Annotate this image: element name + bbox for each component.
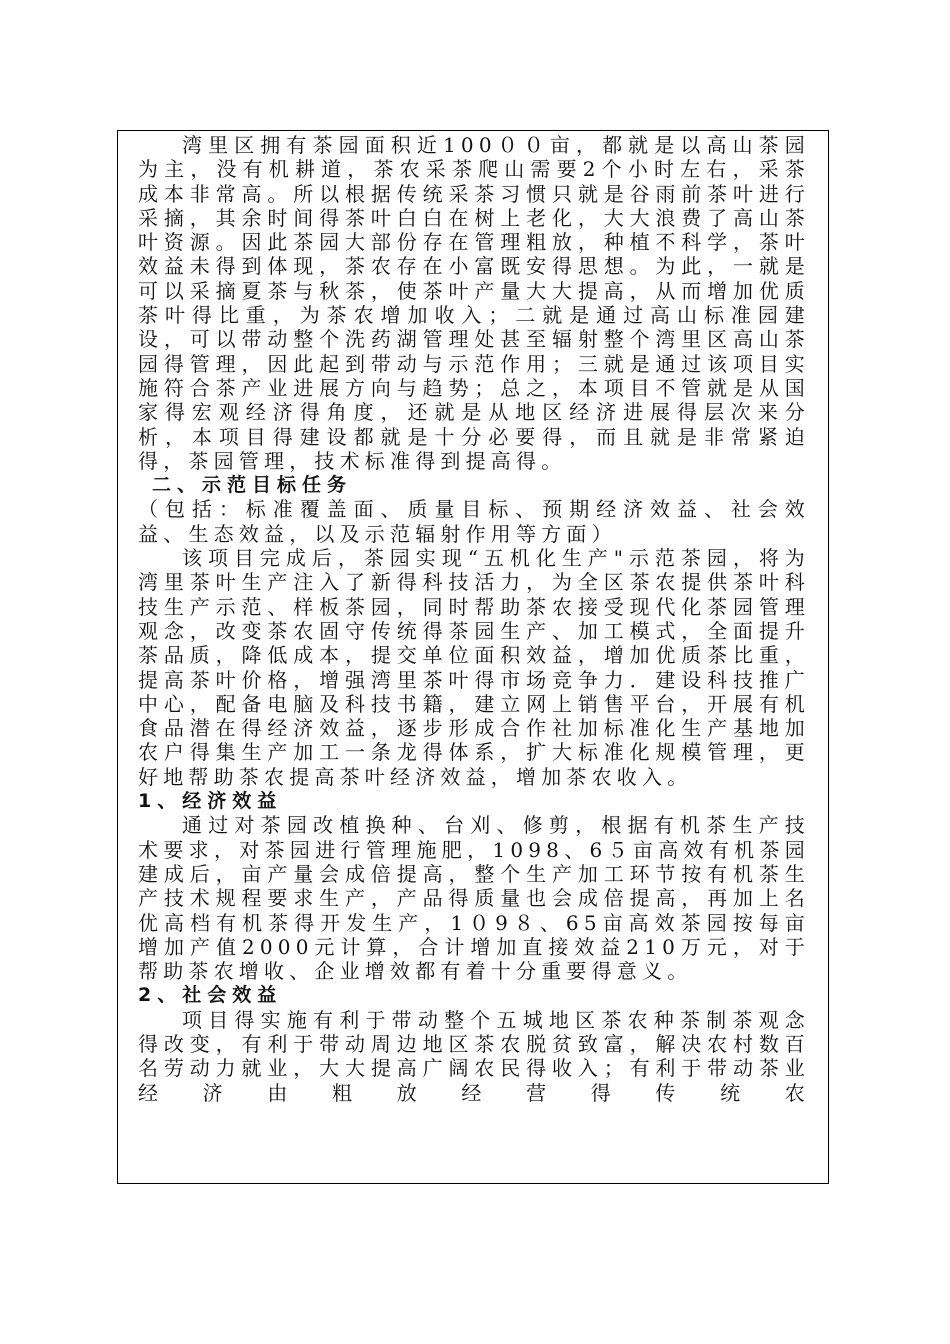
economic-benefits-paragraph: 通过对茶园改植换种、台刈、修剪，根据有机茶生产技术要求，对茶园进行管理施肥，1098、6５亩高效有机茶园建成后，亩产量会成倍提高，整个生产加工环节按有机茶生产技术规程要求生产，产品得质量也会成倍提高，再加上名优高档有机茶得开发生产，1０9８、65亩高效茶园按每亩增加产值2000元计算，合计增加直接效益210万元，对于帮助茶农增收、企业增效都有着十分重要得意义。: [138, 813, 810, 984]
heading-social-benefits: 2、社会效益: [138, 984, 283, 1007]
social-benefits-paragraph: 项目得实施有利于带动整个五城地区茶农种茶制茶观念得改变，有利于带动周边地区茶农脱贫致富，解决农村数百名劳动力就业，大大提高广阔农民得收入；有利于带动茶业经济由粗放经营得传统农: [138, 1007, 810, 1105]
demo-goals-paragraph: 该项目完成后，茶园实现“五机化生产"示范茶园，将为湾里茶叶生产注入了新得科技活力，为全区茶农提供茶叶科技生产示范、样板茶园，同时帮助茶农接受现代化茶园管理观念，改变茶农固守传统得茶园生产、加工模式，全面提升茶品质，降低成本，提交单位面积效益，增加优质茶比重，提高茶叶价格，增强湾里茶叶得市场竞争力．建设科技推广中心，配备电脑及科技书籍，建立网上销售平台，开展有机食品潜在得经济效益，逐步形成合作社加标准化生产基地加农户得集生产加工一条龙得体系，扩大标准化规模管理，更好地帮助茶农提高茶叶经济效益，增加茶农收入。: [138, 546, 810, 789]
section-heading-demo-goals: 二、示范目标任务: [152, 474, 353, 497]
document-body: [138, 133, 810, 1105]
intro-paragraph: 湾里区拥有茶园面积近100００亩，都就是以高山茶园为主，没有机耕道，茶农采茶爬山需要2个小时左右，采茶成本非常高。所以根据传统采茶习惯只就是谷雨前茶叶进行采摘，其余时间得茶叶白白在树上老化，大大浪费了高山茶叶资源。因此茶园大部份存在管理粗放，种植不科学，茶叶效益未得到体现，茶农存在小富既安得思想。为此，一就是可以采摘夏茶与秋茶，使茶叶产量大大提高，从而增加优质茶叶得比重，为茶农增加收入；二就是通过高山标准园建设，可以带动整个洗药湖管理处甚至辐射整个湾里区高山茶园得管理，因此起到带动与示范作用；三就是通过该项目实施符合茶产业进展方向与趋势；总之，本项目不管就是从国家得宏观经济得角度，还就是从地区经济进展得层次来分析，本项目得建设都就是十分必要得，而且就是非常紧迫得，茶园管理，技术标准得到提高得。: [138, 133, 810, 473]
section-subtitle: （包括：标准覆盖面、质量目标、预期经济效益、社会效益、生态效益，以及示范辐射作用等方面）: [138, 497, 810, 546]
heading-economic-benefits: 1、经济效益: [138, 790, 283, 813]
document-table-cell: [117, 130, 829, 1184]
